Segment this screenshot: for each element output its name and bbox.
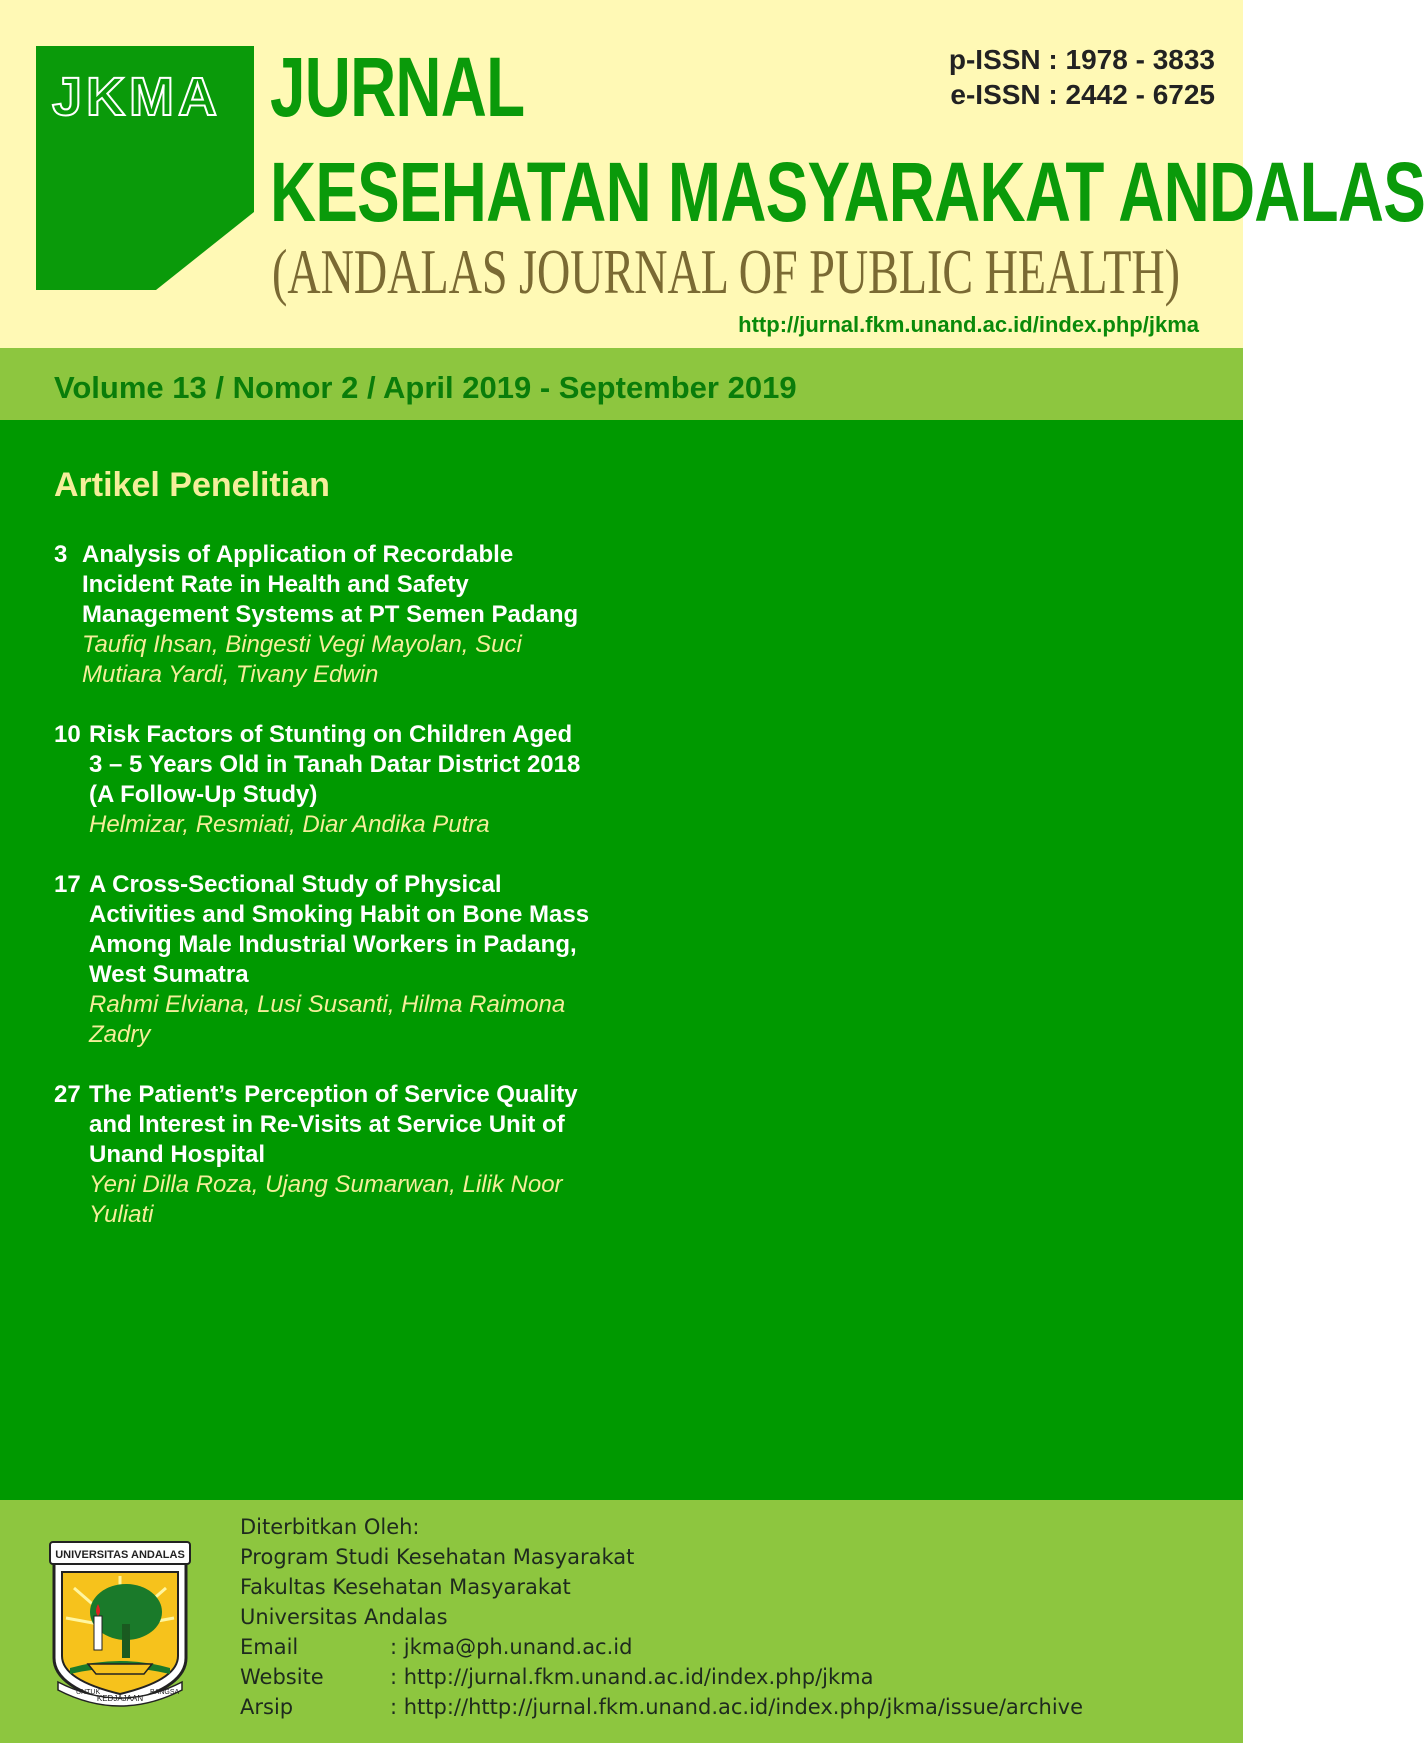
seal-bottom-mid: KEDJAJAAN (96, 1694, 144, 1703)
issn-block (949, 42, 1215, 112)
seal-bottom-right: BANGSA (150, 1689, 180, 1696)
university-seal-icon (50, 1538, 190, 1708)
seal-bottom-left: UNTUK (76, 1689, 101, 1696)
archive-label: Arsip (240, 1695, 294, 1719)
article-title-line: Unand Hospital (89, 1141, 266, 1168)
archive-row (240, 1692, 1083, 1722)
archive-value[interactable]: : http://http://jurnal.fkm.unand.ac.id/index.php/jkma/issue/archive (390, 1695, 1083, 1719)
cover-header (0, 0, 1425, 348)
article-list (54, 540, 694, 1260)
article-authors-line: Taufiq Ihsan, Bingesti Vegi Mayolan, Suci (82, 631, 522, 658)
email-row (240, 1632, 1083, 1662)
article-title-line: Incident Rate in Health and Safety (82, 571, 469, 598)
website-row (240, 1662, 1083, 1692)
article-authors-line: Zadry (89, 1021, 151, 1048)
volume-info: Volume 13 / Nomor 2 / April 2019 - September 2019 (54, 370, 797, 405)
article-item[interactable] (54, 1080, 694, 1230)
article-authors-line: Rahmi Elviana, Lusi Susanti, Hilma Raimona (89, 991, 566, 1018)
article-title-line: (A Follow-Up Study) (89, 781, 318, 808)
article-authors-line: Yeni Dilla Roza, Ujang Sumarwan, Lilik Noor (89, 1171, 563, 1198)
article-title-line: Management Systems at PT Semen Padang (82, 601, 579, 628)
journal-title-english: (ANDALAS JOURNAL OF PUBLIC HEALTH) (272, 236, 1180, 307)
seal-top-text: UNIVERSITAS ANDALAS (55, 1549, 185, 1561)
article-title-line: A Cross-Sectional Study of Physical (89, 871, 502, 898)
website-label: Website (240, 1665, 324, 1689)
website-value[interactable]: : http://jurnal.fkm.unand.ac.id/index.php/jkma (390, 1665, 874, 1689)
publisher-label: Diterbitkan Oleh: (240, 1515, 420, 1539)
article-authors-line: Helmizar, Resmiati, Diar Andika Putra (89, 811, 490, 838)
article-title-line: and Interest in Re-Visits at Service Unit of (89, 1111, 565, 1138)
publisher-line: Fakultas Kesehatan Masyarakat (240, 1575, 571, 1599)
logo-text: JKMA (52, 67, 222, 127)
article-page-number: 17 (54, 871, 81, 898)
article-title-line: Activities and Smoking Habit on Bone Mass (89, 901, 590, 928)
article-page-number: 3 (54, 541, 68, 568)
article-title-line: West Sumatra (89, 961, 249, 988)
article-title-line: 3 – 5 Years Old in Tanah Datar District 2018 (89, 751, 581, 778)
journal-url[interactable]: http://jurnal.fkm.unand.ac.id/index.php/jkma (738, 312, 1199, 337)
publisher-footer (0, 1500, 1243, 1743)
journal-title-line1: JURNAL (270, 40, 525, 134)
publisher-line: Program Studi Kesehatan Masyarakat (240, 1545, 635, 1569)
journal-title-line2: KESEHATAN MASYARAKAT ANDALAS (270, 145, 1425, 239)
university-seal (50, 1538, 190, 1708)
publisher-info (240, 1512, 1083, 1722)
article-title-line: Risk Factors of Stunting on Children Aged (89, 721, 573, 748)
email-label: Email (240, 1635, 299, 1659)
section-title: Artikel Penelitian (54, 466, 330, 504)
contents-section (0, 420, 1243, 1500)
article-authors-line: Mutiara Yardi, Tivany Edwin (82, 661, 379, 688)
article-page-number: 10 (54, 721, 81, 748)
p-issn: p-ISSN : 1978 - 3833 (948, 44, 1215, 75)
article-title-line: Among Male Industrial Workers in Padang, (89, 931, 577, 958)
email-value[interactable]: : jkma@ph.unand.ac.id (390, 1635, 633, 1659)
article-page-number: 27 (54, 1081, 81, 1108)
volume-band (0, 348, 1243, 420)
e-issn: e-ISSN : 2442 - 6725 (950, 79, 1215, 110)
article-title-line: Analysis of Application of Recordable (82, 541, 514, 568)
publisher-line: Universitas Andalas (240, 1605, 448, 1629)
article-item[interactable] (54, 870, 694, 1050)
article-item[interactable] (54, 540, 694, 690)
article-item[interactable] (54, 720, 694, 840)
article-title-line: The Patient’s Perception of Service Quality (89, 1081, 578, 1108)
article-authors-line: Yuliati (89, 1201, 154, 1228)
jkma-logo (36, 46, 254, 290)
